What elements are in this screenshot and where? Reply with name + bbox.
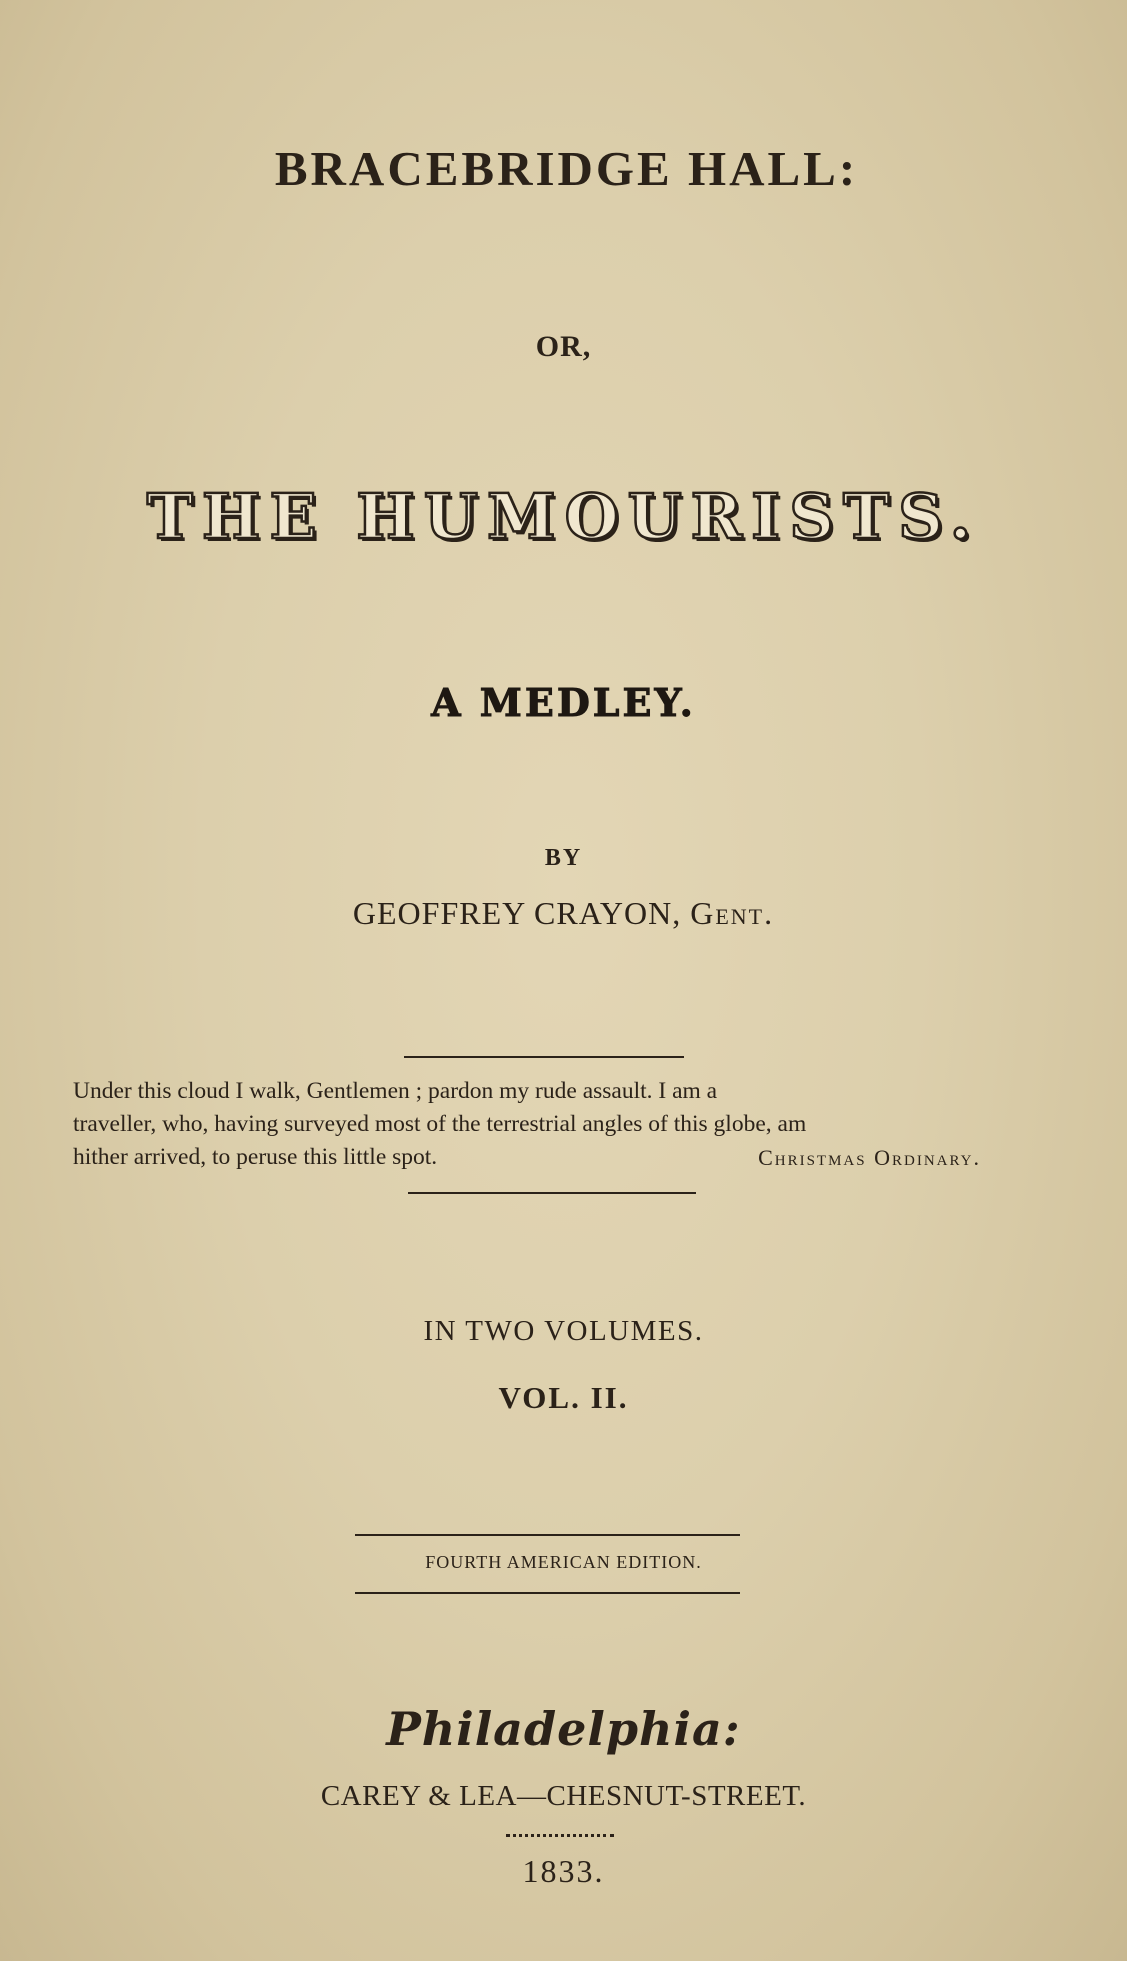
volume-number: VOL. II. [498,1380,629,1415]
epigraph-top-rule [404,1056,684,1058]
epigraph-line: hither arrived, to peruse this little spot. [73,1144,438,1170]
epigraph-final-line [73,1141,1033,1174]
epigraph [73,1075,1033,1174]
epigraph-line: traveller, who, having surveyed most of the terrestrial angles of this globe, am [73,1111,807,1137]
epigraph-bottom-rule [408,1192,696,1194]
imprint-publisher: CAREY & LEA—CHESNUT-STREET. [320,1780,807,1812]
author-honorific: Gent. [690,895,775,931]
author-name: GEOFFREY CRAYON, [352,895,682,931]
volumes-note: IN TWO VOLUMES. [423,1315,704,1347]
edition-statement: FOURTH AMERICAN EDITION. [425,1552,702,1572]
book-title: BRACEBRIDGE HALL: [274,141,859,196]
author-line [0,895,1127,932]
book-descriptor: A MEDLEY. [431,680,696,725]
edition-top-rule [355,1534,740,1536]
title-conjunction: OR, [535,330,592,363]
imprint-year: 1833. [522,1853,605,1889]
epigraph-line: Under this cloud I walk, Gentlemen ; pardon my rude assault. I am a [73,1078,718,1104]
edition-bottom-rule [355,1592,740,1594]
byline-by: BY [544,845,583,871]
imprint-dotted-rule [506,1834,614,1837]
imprint-city: Philadelphia: [386,1702,741,1756]
epigraph-source: Christmas Ordinary. [758,1145,981,1170]
book-subtitle: THE HUMOURISTS. [146,480,981,553]
